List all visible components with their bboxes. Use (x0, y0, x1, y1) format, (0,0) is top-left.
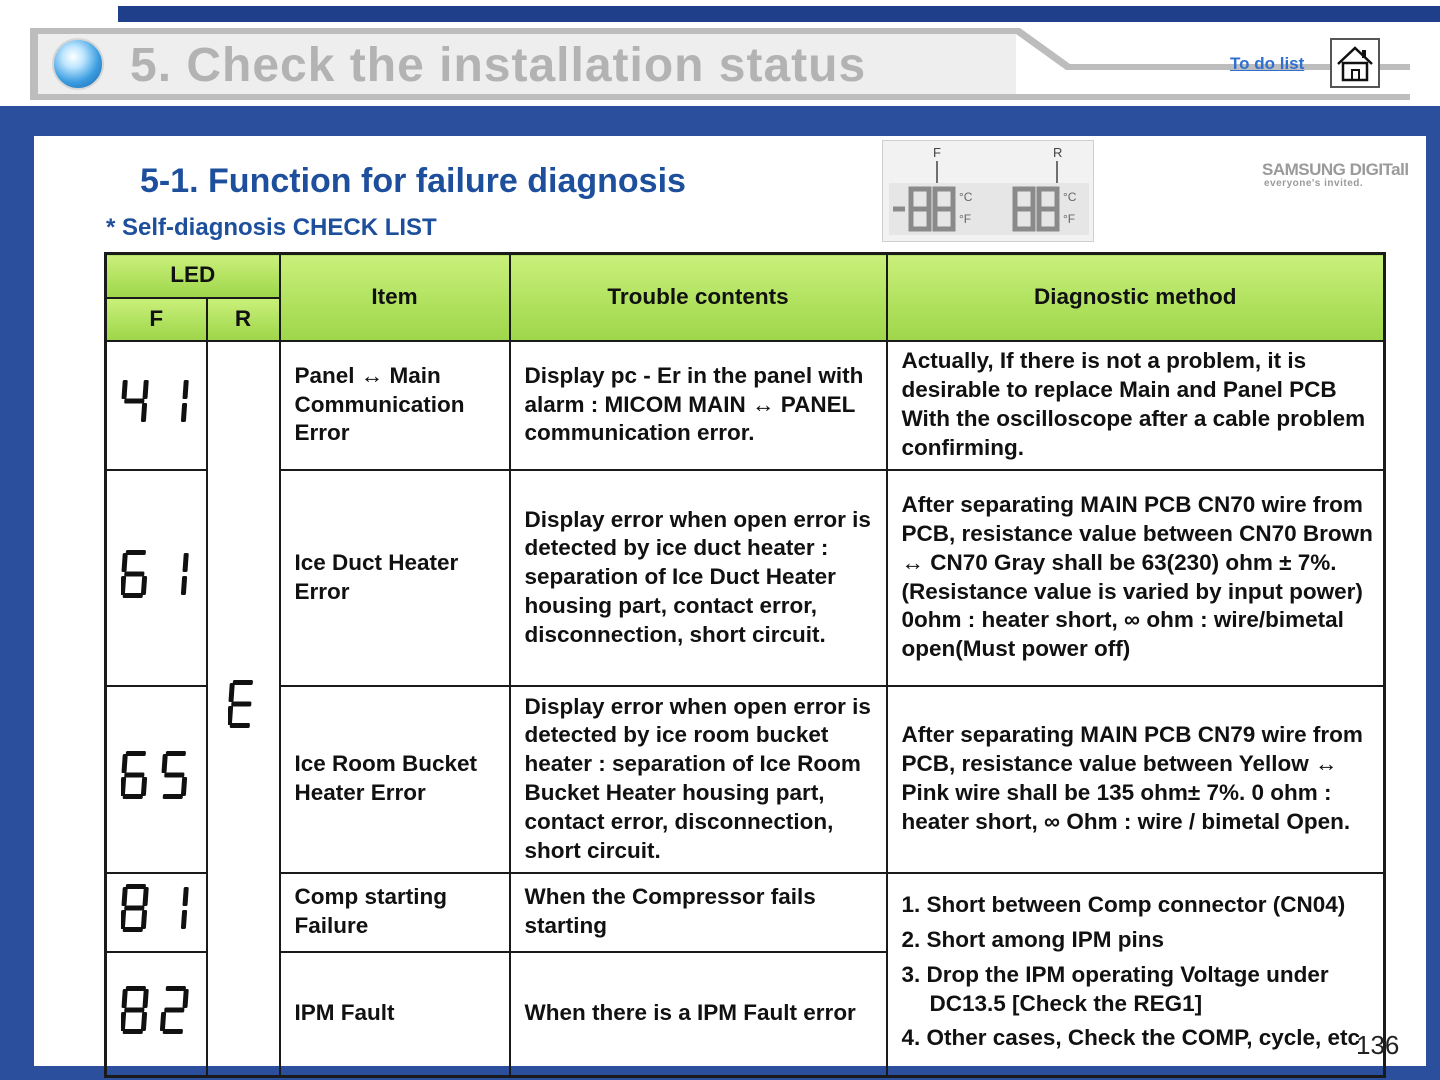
segment-bar (228, 706, 233, 725)
header-r: R (207, 298, 280, 341)
method-cell: After separating MAIN PCB CN79 wire from PCB, resistance value between Yellow ↔ Pink wire shall be 135 ohm± 7%. 0 ohm : heater short, ∞ Ohm : wire / bimetal Open. (887, 686, 1385, 873)
segment-bar (124, 773, 144, 778)
bubble-icon (52, 38, 104, 90)
segment-bar (123, 1029, 143, 1034)
item-cell: IPM Fault (280, 952, 510, 1077)
segment-bar (123, 927, 143, 932)
segment-bar (121, 1012, 126, 1031)
segment-bar (160, 1012, 166, 1031)
checklist-label: * Self-diagnosis CHECK LIST (106, 214, 437, 241)
segment-bar (233, 680, 253, 685)
segment-bar (122, 887, 128, 906)
led-code-text (191, 548, 192, 549)
segment-bar (126, 550, 146, 555)
f-code (121, 1016, 191, 1041)
segment-digit (121, 380, 149, 422)
display-label-r: R (1053, 145, 1063, 160)
segment-bar (141, 403, 147, 422)
f-code-cell (106, 686, 207, 873)
segment-bar (183, 989, 189, 1008)
header-trouble: Trouble contents (510, 254, 887, 341)
segment-digit (121, 986, 149, 1034)
segment-bar (228, 683, 234, 702)
segment-digit (160, 751, 189, 799)
r-code (228, 710, 258, 735)
segment-bar (164, 1007, 184, 1012)
segment-bar (181, 910, 187, 929)
segment-digit (181, 380, 189, 422)
segment-bar (121, 777, 126, 796)
trouble-cell: Display error when open error is detected by ice duct heater : separation of Ice Duct Heater housing part, contact error, disconnection, short circuit. (510, 470, 887, 686)
segment-bar (126, 986, 146, 991)
r-code-cell (207, 341, 280, 1077)
header-f: F (106, 298, 207, 341)
home-button[interactable] (1330, 38, 1380, 88)
trouble-cell: Display pc - Er in the panel with alarm : MICOM MAIN ↔ PANEL communication error. (510, 341, 887, 470)
segment-bar (231, 702, 251, 707)
segment-bar (122, 380, 128, 399)
segment-digit (121, 751, 149, 799)
f-code (121, 580, 191, 605)
segment-bar (124, 906, 144, 911)
table-row (106, 686, 1385, 873)
segment-bar (143, 989, 149, 1008)
seven-segment-code (121, 749, 191, 801)
f-code-cell (106, 341, 207, 470)
f-code (121, 407, 191, 432)
f-code-cell (106, 470, 207, 686)
seven-segment-code (121, 375, 191, 427)
led-code-text (258, 678, 259, 679)
item-cell: Ice Room Bucket Heater Error (280, 686, 510, 873)
page-number: 136 (1356, 1030, 1400, 1060)
todo-list-link[interactable]: To do list (1230, 54, 1305, 73)
method-cell: After separating MAIN PCB CN70 wire from PCB, resistance value between CN70 Brown ↔ CN70 Gray shall be 63(230) ohm ± 7%. (Resistance value is varied by input power) 0ohm : heater short, ∞ ohm : wire/bimetal open(Must power off) (887, 470, 1385, 686)
display-unit-f-r: °F (1063, 212, 1076, 226)
segment-bar (123, 794, 143, 799)
item-cell: Comp starting Failure (280, 873, 510, 952)
segment-bar (122, 553, 128, 572)
segment-bar (124, 1007, 144, 1012)
shared-method-list (902, 891, 1376, 1053)
segment-digit (121, 550, 149, 598)
segment-bar (123, 593, 143, 598)
right-frame (1426, 108, 1440, 1080)
led-code-text (191, 375, 192, 376)
method-cell-shared (887, 873, 1385, 1077)
segment-digit (181, 553, 189, 595)
segment-bar (183, 553, 189, 572)
trouble-cell: When there is a IPM Fault error (510, 952, 887, 1077)
led-code-text (191, 984, 192, 985)
segment-bar (163, 1029, 183, 1034)
item-cell: Panel ↔ Main Communication Error (280, 341, 510, 470)
f-code-cell (106, 952, 207, 1077)
trouble-cell: Display error when open error is detected by ice room bucket heater : separation of Ice Room Bucket Heater housing part, contact error, disconnection, short circuit. (510, 686, 887, 873)
segment-digit (228, 680, 253, 728)
logo-brand: SAMSUNG DIGITall (1262, 160, 1409, 179)
segment-bar (126, 884, 146, 889)
header-led: LED (106, 254, 280, 298)
led-code-text (191, 749, 192, 750)
trouble-cell: When the Compressor fails starting (510, 873, 887, 952)
method-step: 2. Short among IPM pins (901, 927, 1165, 953)
led-display-diagram (882, 140, 1094, 242)
seven-segment-code (121, 984, 191, 1036)
page-title: 5. Check the installation status (130, 39, 867, 92)
segment-bar (122, 989, 128, 1008)
display-unit-c-f: °C (959, 190, 973, 204)
segment-bar (181, 403, 187, 422)
item-cell: Ice Duct Heater Error (280, 470, 510, 686)
segment-bar (162, 754, 168, 773)
segment-bar (143, 380, 149, 399)
header-bar (30, 24, 1410, 102)
segment-bar (121, 576, 126, 595)
segment-bar (183, 887, 189, 906)
segment-bar (141, 1012, 147, 1031)
segment-bar (141, 777, 147, 796)
segment-bar (166, 751, 186, 756)
method-step: 3. Drop the IPM operating Voltage under DC13.5 [Check the REG1] (901, 961, 1329, 1016)
f-code (121, 914, 191, 939)
method-cell: Actually, If there is not a problem, it is desirable to replace Main and Panel PCB With the oscilloscope after a cable problem confirming. (887, 341, 1385, 470)
top-stripe (118, 6, 1440, 22)
method-step: 1. Short between Comp connector (CN04) (901, 892, 1346, 918)
segment-bar (166, 986, 186, 991)
left-frame (0, 108, 34, 1080)
segment-bar (121, 910, 126, 929)
seven-segment-code (228, 678, 258, 730)
segment-bar (141, 576, 147, 595)
segment-bar (143, 887, 149, 906)
header-method: Diagnostic method (887, 254, 1385, 341)
display-unit-f-f: °F (959, 212, 972, 226)
segment-bar (230, 723, 250, 728)
samsung-logo (1262, 160, 1412, 190)
segment-bar (181, 576, 187, 595)
table-row (106, 341, 1385, 470)
display-unit-c-r: °C (1063, 190, 1077, 204)
header-underband (0, 106, 1440, 136)
segment-bar (163, 794, 183, 799)
segment-bar (124, 571, 144, 576)
segment-digit (160, 986, 189, 1034)
segment-digit (181, 887, 189, 929)
home-icon (1332, 40, 1378, 86)
display-label-f: F (933, 145, 941, 160)
f-code-cell (106, 873, 207, 952)
segment-bar (183, 380, 189, 399)
segment-bar (126, 751, 146, 756)
segment-bar (164, 773, 184, 778)
seven-segment-code (121, 548, 191, 600)
section-title: 5-1. Function for failure diagnosis (140, 162, 686, 200)
header-item: Item (280, 254, 510, 341)
segment-bar (122, 754, 128, 773)
logo-tagline: everyone's invited. (1264, 178, 1364, 189)
method-step: 4. Other cases, Check the COMP, cycle, etc (901, 1025, 1361, 1051)
led-code-text (191, 882, 192, 883)
seven-segment-code (121, 882, 191, 934)
segment-bar (124, 399, 144, 404)
f-code (121, 781, 191, 806)
segment-bar (181, 777, 187, 796)
segment-digit (121, 884, 149, 932)
table-row (106, 873, 1385, 952)
diagnosis-table (104, 252, 1386, 1078)
segment-bar (141, 910, 147, 929)
table-row (106, 470, 1385, 686)
